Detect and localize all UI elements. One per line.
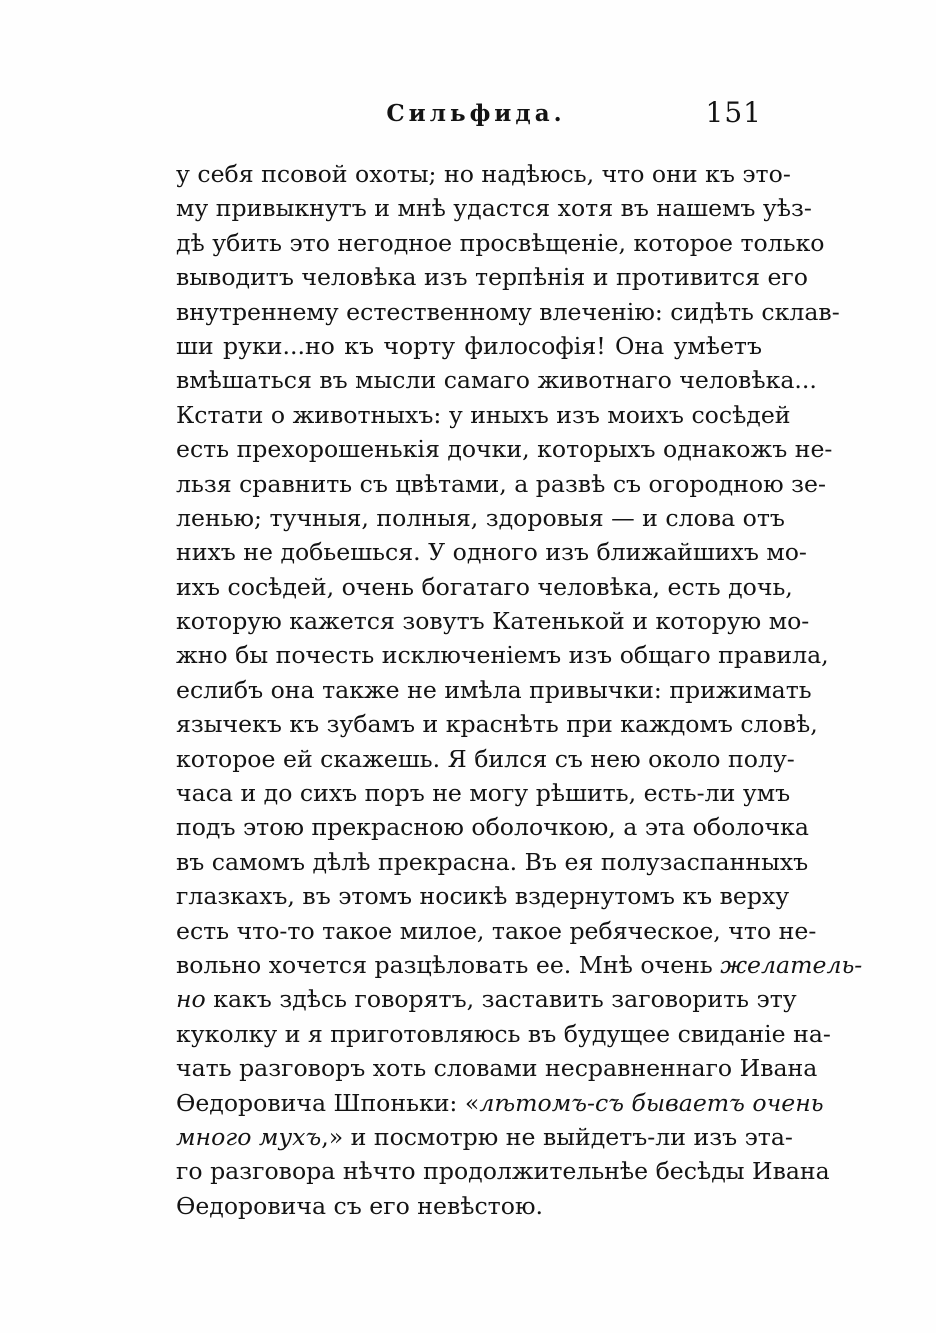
text-line: въ самомъ дѣлѣ прекрасна. Въ ея полузаспанныхъ (176, 847, 809, 876)
text-line: есть прехорошенькія дочки, которыхъ однакожъ не- (176, 435, 833, 464)
italic-run: желатель- (720, 950, 863, 979)
text-line (176, 982, 797, 1016)
text-line: у себя псовой охоты; но надѣюсь, что они къ это- (176, 160, 791, 188)
running-head (176, 96, 766, 140)
text-line: жно бы почесть исключеніемъ изъ общаго правила, (176, 641, 829, 670)
text-line: которое ей скажешь. Я бился съ нею около полу- (176, 744, 795, 773)
text-line: которую кажется зовутъ Катенькой и которую мо- (176, 607, 810, 636)
text-line: выводитъ человѣка изъ терпѣнія и противится его (176, 263, 808, 292)
text-line: го разговора нѣчто продолжительнѣе бесѣды Ивана (176, 1157, 830, 1186)
text-line (176, 1086, 824, 1120)
text-line: вмѣшаться въ мысли самаго животнаго человѣка... (176, 366, 817, 395)
italic-run: но (176, 985, 206, 1014)
text-run: ,» и посмотрю не выйдетъ-ли изъ эта- (321, 1122, 793, 1151)
italic-run: лѣтомъ-съ бываетъ очень (479, 1088, 824, 1117)
body-text (176, 157, 863, 1223)
text-run: вольно хочется разцѣловать ее. Мнѣ очень (176, 950, 721, 979)
text-line: ихъ сосѣдей, очень богатаго человѣка, есть дочь, (176, 572, 793, 601)
text-line-last: Ѳедоровича съ его невѣстою. (176, 1191, 543, 1220)
text-line: нихъ не добьешься. У одного изъ ближайшихъ мо- (176, 538, 807, 567)
text-line: внутреннему естественному влеченію: сидѣть склав- (176, 297, 840, 326)
text-run: Ѳедоровича Шпоньки: « (176, 1088, 480, 1117)
running-title: Сильфида. (386, 100, 566, 127)
text-line: дѣ убить это негодное просвѣщеніе, которое только (176, 228, 825, 257)
text-line: часа и до сихъ поръ не могу рѣшить, есть-ли умъ (176, 779, 791, 808)
text-line: чать разговоръ хоть словами несравненнаго Ивана (176, 1054, 818, 1083)
italic-run: много мухъ (176, 1122, 322, 1151)
text-run: какъ здѣсь говорятъ, заставить заговорить эту (205, 985, 797, 1014)
text-line: подъ этою прекрасною оболочкою, а эта оболочка (176, 813, 809, 842)
text-line: ленью; тучныя, полныя, здоровыя — и слова отъ (176, 503, 785, 532)
page-number: 151 (705, 96, 762, 129)
text-line: Кстати о животныхъ: у иныхъ изъ моихъ сосѣдей (176, 400, 791, 429)
text-line: еслибъ она также не имѣла привычки: прижимать (176, 675, 812, 704)
text-line: глазкахъ, въ этомъ носикѣ вздернутомъ къ верху (176, 882, 790, 911)
text-line (176, 1120, 793, 1154)
text-line: му привыкнутъ и мнѣ удастся хотя въ нашемъ уѣз- (176, 194, 812, 223)
text-line: язычекъ къ зубамъ и краснѣть при каждомъ словѣ, (176, 710, 818, 739)
text-line: есть что-то такое милое, такое ребяческое, что не- (176, 916, 817, 945)
text-line: льзя сравнить съ цвѣтами, а развѣ съ огородною зе- (176, 469, 826, 498)
text-line: ши руки...но къ чорту философія! Она умѣетъ (176, 331, 762, 360)
text-line: куколку и я приготовляюсь въ будущее свиданіе на- (176, 1019, 831, 1048)
text-line (176, 948, 863, 982)
